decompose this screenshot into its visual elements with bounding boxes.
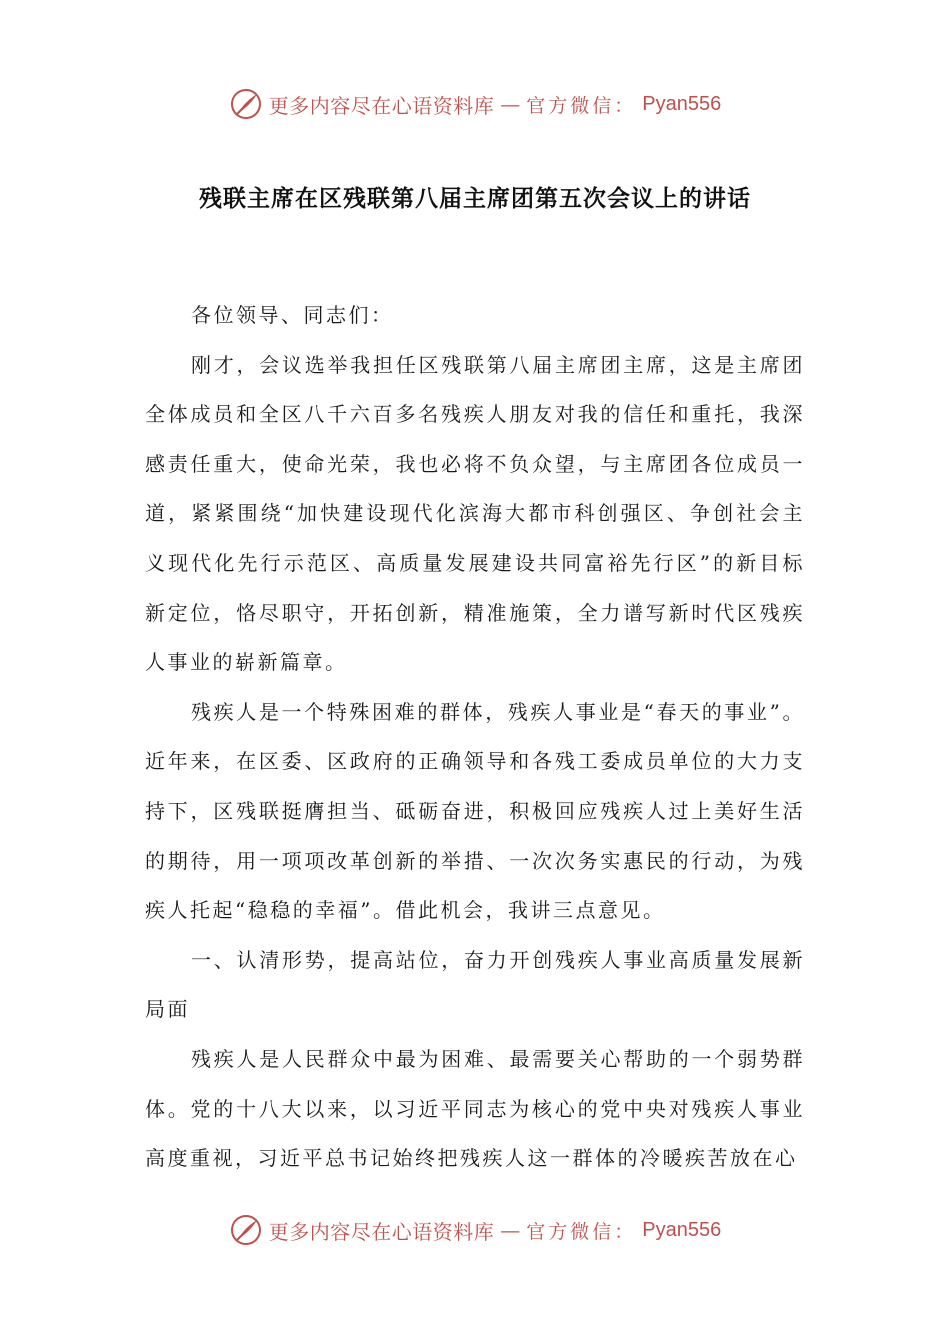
watermark-wechat-id: Pyan556 (642, 1218, 722, 1241)
watermark-banner-bottom (0, 1210, 950, 1250)
watermark-site-text: 更多内容尽在心语资料库 (268, 93, 495, 118)
watermark-site-text: 更多内容尽在心语资料库 (268, 1219, 495, 1244)
watermark-wechat-id: Pyan556 (642, 92, 722, 115)
watermark-wechat-label: 官方微信： (526, 1220, 637, 1243)
salutation-paragraph: 各位领导、同志们： (191, 303, 394, 327)
watermark-wechat-label: 官方微信： (526, 94, 637, 117)
body-paragraph: 刚才，会议选举我担任区残联第八届主席团主席，这是主席团全体成员和全区八千六百多名残疾人朋友对我的信任和重托，我深感责任重大，使命光荣，我也必将不负众望，与主席团各位成员一道，紧紧围绕“加快建设现代化滨海大都市科创强区、争创社会主义现代化先行示范区、高质量发展建设共同富裕先行区”的新目标新定位，恪尽职守，开拓创新，精准施策，全力谱写新时代区残疾人事业的崭新篇章。 (145, 352, 805, 675)
quill-logo-icon (229, 87, 263, 121)
watermark-separator: — (500, 1218, 521, 1242)
watermark-banner-top (0, 84, 950, 124)
quill-logo-icon (229, 1213, 263, 1247)
body-paragraph: 残疾人是人民群众中最为困难、最需要关心帮助的一个弱势群体。党的十八大以来，以习近平同志为核心的党中央对残疾人事业高度重视，习近平总书记始终把残疾人这一群体的冷暖疾苦放在心 (145, 1046, 805, 1171)
body-paragraph: 残疾人是一个特殊困难的群体，残疾人事业是“春天的事业”。近年来，在区委、区政府的正确领导和各残工委成员单位的大力支持下，区残联挺膺担当、砥砺奋进，积极回应残疾人过上美好生活的期待，用一项项改革创新的举措、一次次务实惠民的行动，为残疾人托起“稳稳的幸福”。借此机会，我讲三点意见。 (145, 699, 805, 923)
document-title: 残联主席在区残联第八届主席团第五次会议上的讲话 (199, 186, 751, 212)
section-heading: 一、认清形势，提高站位，奋力开创残疾人事业高质量发展新局面 (145, 947, 805, 1022)
document-body (145, 291, 805, 1184)
watermark-separator: — (500, 92, 521, 116)
